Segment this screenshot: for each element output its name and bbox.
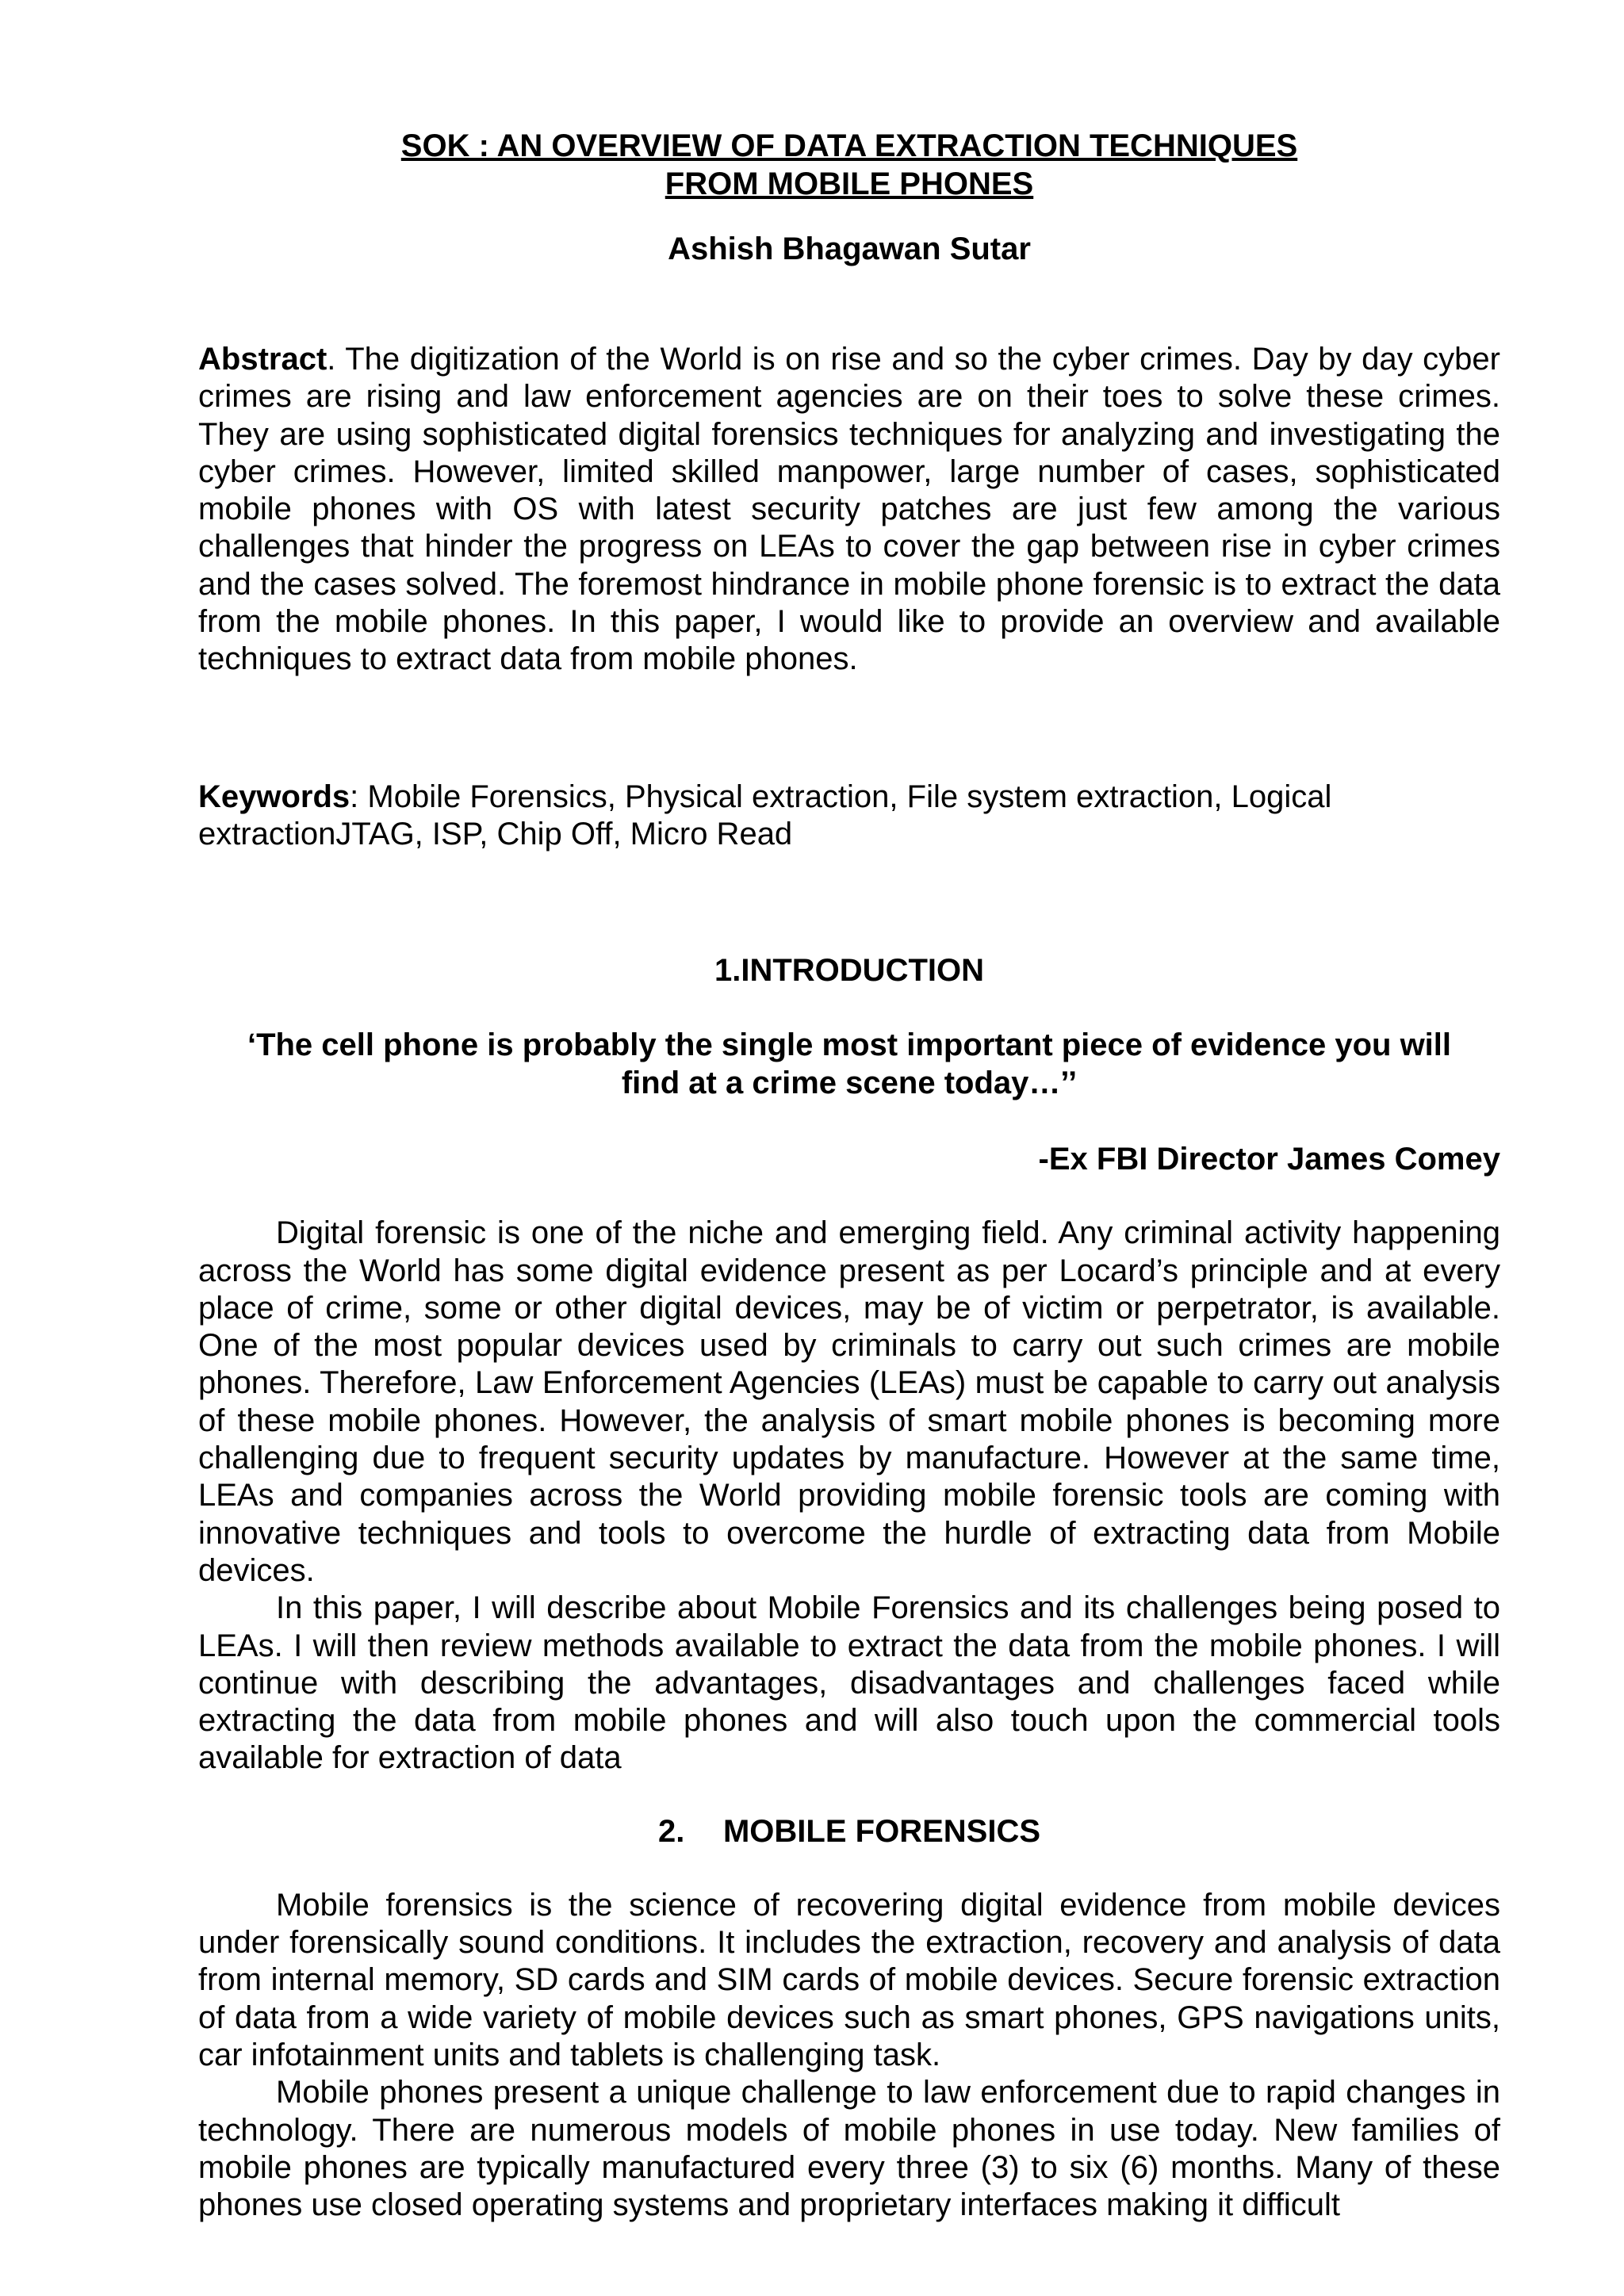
section-2-number: 2. [657,1813,685,1849]
paper-title-line-2: FROM MOBILE PHONES [665,166,1034,201]
abstract-label: Abstract [198,342,327,377]
abstract [198,341,1500,679]
keywords [198,779,1500,854]
author-name: Ashish Bhagawan Sutar [668,232,1031,266]
page-content [198,127,1500,2224]
section-2-body [198,1887,1500,2225]
section-1-paragraph: Digital forensic is one of the niche and emerging field. Any criminal activity happening across the World has some digital evidence present as per Locard’s principle and at every place of crime, some or other digital devices, may be of victim or perpetrator, is available. One of the most popular devices used by criminals to carry out such crimes are mobile phones. Therefore, Law Enforcement Agencies (LEAs) must be capable to carry out analysis of these mobile phones. However, the analysis of smart mobile phones is becoming more challenging due to frequent security updates by manufacture. However at the same time, LEAs and companies across the World providing mobile forensic tools are coming with innovative techniques and tools to overcome the hurdle of extracting data from Mobile devices. [198,1215,1500,1588]
keywords-text: : Mobile Forensics, Physical extraction, File system extraction, Logical extractionJTAG, ISP, Chip Off, Micro Read [198,779,1332,851]
section-1-body [198,1215,1500,1777]
paper-title-line-1: SOK : AN OVERVIEW OF DATA EXTRACTION TECHNIQUES [400,128,1298,163]
section-2-paragraph: Mobile forensics is the science of recovering digital evidence from mobile devices under forensically sound conditions. It includes the extraction, recovery and analysis of data from internal memory, SD cards and SIM cards of mobile devices. Secure forensic extraction of data from a wide variety of mobile devices such as smart phones, GPS navigations units, car infotainment units and tablets is challenging task. [198,1887,1500,2072]
epigraph-attribution: -Ex FBI Director James Comey [1038,1142,1500,1177]
epigraph-quote: ‘The cell phone is probably the single most important piece of evidence you will find at a crime scene today…’’ [247,1027,1452,1101]
section-2-paragraph: Mobile phones present a unique challenge to law enforcement due to rapid changes in technology. There are numerous models of mobile phones in use today. New families of mobile phones are typically manufactured every three (3) to six (6) months. Many of these phones use closed operating systems and proprietary interfaces making it difficult [198,2075,1500,2223]
section-1-paragraph: In this paper, I will describe about Mobile Forensics and its challenges being posed to LEAs. I will then review methods available to extract the data from the mobile phones. I will continue with describing the advantages, disadvantages and challenges faced while extracting the data from mobile phones and will also touch upon the commercial tools available for extraction of data [198,1590,1500,1776]
keywords-label: Keywords [198,779,350,814]
abstract-text: . The digitization of the World is on rise and so the cyber crimes. Day by day cyber crimes are rising and law enforcement agencies are on their toes to solve these crimes. They are using sophisticated digital forensics techniques for analyzing and investigating the cyber crimes. However, limited skilled manpower, large number of cases, sophisticated mobile phones with OS with latest security patches are just few among the various challenges that hinder the progress on LEAs to cover the gap between rise in cyber crimes and the cases solved. The foremost hindrance in mobile phone forensic is to extract the data from the mobile phones. In this paper, I would like to provide an overview and available techniques to extract data from mobile phones. [198,342,1500,677]
section-2-heading [198,1812,1500,1850]
section-2-title: MOBILE FORENSICS [722,1813,1041,1849]
paper-title [198,127,1500,203]
section-1-heading: 1.INTRODUCTION [714,953,984,989]
